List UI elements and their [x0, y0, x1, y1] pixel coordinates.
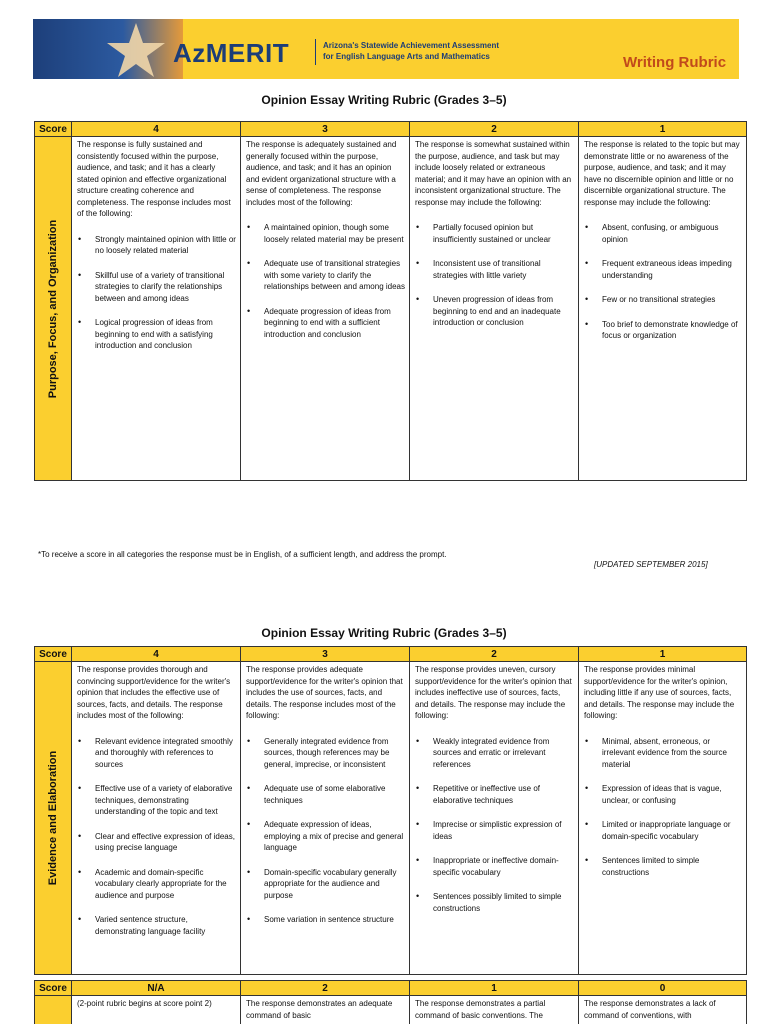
cell-intro: (2-point rubric begins at score point 2) [77, 999, 212, 1008]
score-col-1: 1 [410, 981, 579, 996]
list-item: • Adequate use of transitional strategies with some variety to clarify the relationships between and among ideas [246, 258, 405, 293]
table-header-row [35, 647, 747, 662]
category-cell [35, 137, 72, 481]
rubric-cell-2 [410, 137, 579, 481]
list-item: • Too brief to demonstrate knowledge of focus or organization [584, 319, 742, 342]
footnote: *To receive a score in all categories the response must be in English, of a sufficient length, and address the prompt. [38, 550, 447, 559]
list-item: • Domain-specific vocabulary generally appropriate for the audience and purpose [246, 867, 405, 902]
rubric-cell-1 [579, 662, 747, 975]
cell-intro: The response is somewhat sustained within the purpose, audience, and task but may include loosely related or extraneous material; and it may have an opinion with an inconsistent organizational structure. The response may include the following: [415, 140, 572, 207]
category-cell [35, 996, 72, 1024]
rubric-cell-na [72, 996, 241, 1024]
list-item: • Adequate use of some elaborative techniques [246, 783, 405, 806]
rubric-cell-4 [72, 137, 241, 481]
brand-tagline [323, 40, 543, 62]
cell-intro: The response is fully sustained and consistently focused within the purpose, audience, and task; and it has a clearly stated opinion and effective organizational structure creating coherence and completeness. The response includes most of the following: [77, 140, 231, 218]
table-row [35, 996, 747, 1024]
list-item: • Minimal, absent, erroneous, or irrelevant evidence from the source material [584, 736, 742, 771]
list-item: • Absent, confusing, or ambiguous opinion [584, 222, 742, 245]
list-item: • Inappropriate or ineffective domain-specific vocabulary [415, 855, 574, 878]
score-col-1: 1 [579, 122, 747, 137]
list-item: • Inconsistent use of transitional strategies with little variety [415, 258, 574, 281]
rubric-cell-3 [241, 662, 410, 975]
list-item: • Limited or inappropriate language or domain-specific vocabulary [584, 819, 742, 842]
rubric-cell-1 [579, 137, 747, 481]
list-item: • Adequate expression of ideas, employing a mix of precise and general language [246, 819, 405, 854]
score-col-2: 2 [241, 981, 410, 996]
score-col-0: 0 [579, 981, 747, 996]
score-col-3: 3 [241, 122, 410, 137]
score-header: Score [35, 647, 72, 662]
score-col-2: 2 [410, 122, 579, 137]
list-item: • Skillful use of a variety of transitional strategies to clarify the relationships between and among ideas [77, 270, 236, 305]
rubric-table-purpose [34, 121, 747, 481]
list-item: • Uneven progression of ideas from beginning to end and an inadequate introduction or conclusion [415, 294, 574, 329]
list-item: • Weakly integrated evidence from sources and erratic or irrelevant references [415, 736, 574, 771]
list-item: • Imprecise or simplistic expression of ideas [415, 819, 574, 842]
list-item: • Partially focused opinion but insufficiently sustained or unclear [415, 222, 574, 245]
table2-title: Opinion Essay Writing Rubric (Grades 3–5) [261, 626, 507, 640]
list-item: • Logical progression of ideas from beginning to end with a satisfying introduction and conclusion [77, 317, 236, 352]
header-banner [33, 19, 739, 79]
score-col-2: 2 [410, 647, 579, 662]
score-col-na: N/A [72, 981, 241, 996]
score-col-3: 3 [241, 647, 410, 662]
score-header: Score [35, 122, 72, 137]
list-item: • Relevant evidence integrated smoothly and thoroughly with references to sources [77, 736, 236, 771]
rubric-cell-2 [410, 662, 579, 975]
rubric-cell-3 [241, 137, 410, 481]
cell-intro: The response provides adequate support/evidence for the writer's opinion that includes the use of sources, facts, and details. The response includes most of the following: [246, 665, 403, 720]
cell-intro: The response demonstrates a partial command of basic conventions. The [415, 999, 546, 1020]
star-icon [105, 21, 167, 79]
updated-date: [UPDATED SEPTEMBER 2015] [594, 560, 708, 569]
score-header: Score [35, 981, 72, 996]
table-row [35, 662, 747, 975]
table1-title: Opinion Essay Writing Rubric (Grades 3–5) [261, 93, 507, 107]
doc-type-label: Writing Rubric [623, 54, 727, 71]
tagline-line-2: for English Language Arts and Mathematics [323, 52, 490, 61]
list-item: • A maintained opinion, though some loosely related material may be present [246, 222, 405, 245]
list-item: • Sentences limited to simple constructions [584, 855, 742, 878]
table-row [35, 137, 747, 481]
rubric-table-conventions [34, 980, 747, 1024]
cell-intro: The response provides minimal support/evidence for the writer's opinion, including little if any use of sources, facts, and details. The response may include the following: [584, 665, 735, 720]
category-label: Evidence and Elaboration [47, 750, 59, 886]
list-item: • Frequent extraneous ideas impeding understanding [584, 258, 742, 281]
cell-intro: The response is related to the topic but may demonstrate little or no awareness of the purpose, audience, and task; and it may have no discernible opinion and little or no discernible organizational structure. The response may include the following: [584, 140, 740, 207]
list-item: • Varied sentence structure, demonstrating language facility [77, 914, 236, 937]
category-label: Purpose, Focus, and Organization [47, 219, 59, 398]
list-item: • Few or no transitional strategies [584, 294, 742, 306]
list-item: • Effective use of a variety of elaborative techniques, demonstrating understanding of the topic and text [77, 783, 236, 818]
rubric-cell-1 [410, 996, 579, 1024]
list-item: • Sentences possibly limited to simple constructions [415, 891, 574, 914]
category-cell [35, 662, 72, 975]
list-item: • Clear and effective expression of ideas, using precise language [77, 831, 236, 854]
rubric-cell-4 [72, 662, 241, 975]
list-item: • Generally integrated evidence from sources, though references may be general, imprecise, or inconsistent [246, 736, 405, 771]
tagline-line-1: Arizona's Statewide Achievement Assessment [323, 41, 500, 50]
list-item: • Expression of ideas that is vague, unclear, or confusing [584, 783, 742, 806]
list-item: • Academic and domain-specific vocabulary clearly appropriate for the audience and purpose [77, 867, 236, 902]
cell-intro: The response is adequately sustained and generally focused within the purpose, audience, and task; and it has an opinion and evident organizational structure with a sense of completeness. The response includes most of the following: [246, 140, 397, 207]
score-col-4: 4 [72, 122, 241, 137]
cell-intro: The response demonstrates an adequate command of basic [246, 999, 393, 1020]
rubric-cell-0 [579, 996, 747, 1024]
table-header-row [35, 981, 747, 996]
cell-intro: The response provides uneven, cursory support/evidence for the writer's opinion that includes ineffective use of sources, facts, and details. The response may include the following: [415, 665, 572, 720]
list-item: • Some variation in sentence structure [246, 914, 405, 926]
score-col-4: 4 [72, 647, 241, 662]
list-item: • Strongly maintained opinion with little or no loosely related material [77, 234, 236, 257]
cell-intro: The response provides thorough and convincing support/evidence for the writer's opinion that includes the effective use of sources, facts, and details. The response includes most of the following: [77, 665, 231, 720]
rubric-table-evidence [34, 646, 747, 975]
cell-intro: The response demonstrates a lack of command of conventions, with [584, 999, 716, 1020]
table-header-row [35, 122, 747, 137]
list-item: • Repetitive or ineffective use of elaborative techniques [415, 783, 574, 806]
brand-logo-text: AzMERIT [173, 38, 290, 68]
rubric-cell-2 [241, 996, 410, 1024]
brand-divider [315, 39, 316, 65]
score-col-1: 1 [579, 647, 747, 662]
list-item: • Adequate progression of ideas from beginning to end with a sufficient introduction and conclusion [246, 306, 405, 341]
